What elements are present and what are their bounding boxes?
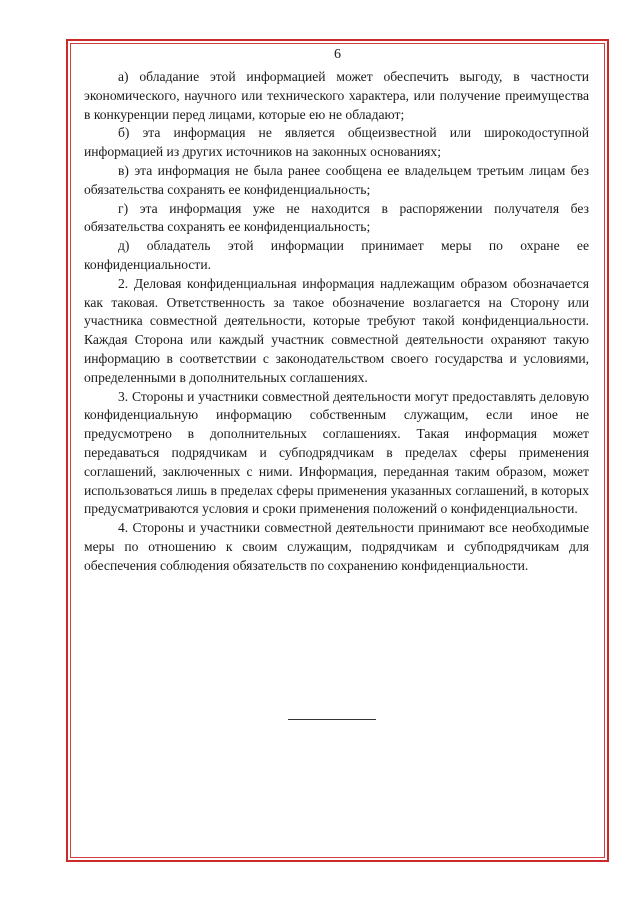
clause-c: в) эта информация не была ранее сообщена ее владельцем третьим лицам без обязательства сохранять ее конфиденциальность; bbox=[84, 162, 589, 197]
clause-b: б) эта информация не является общеизвестной или широкодоступной информацией из других источников на законных основаниях; bbox=[84, 125, 589, 160]
document-body bbox=[84, 68, 589, 576]
paragraph-2: 2. Деловая конфиденциальная информация надлежащим образом обозначается как таковая. Ответственность за такое обозначение возлагается на Сторону или участника совместной деятельности, которые требуют такой конфиденциальности. Каждая Сторона или каждый участник совместной деятельности охраняют такую информацию в соответствии с законодательством своего государства и условиями, определенными в дополнительных соглашениях. bbox=[84, 275, 589, 385]
end-separator-line bbox=[288, 719, 376, 720]
clause-a: а) обладание этой информацией может обеспечить выгоду, в частности экономического, научного или технического характера, или получение преимущества в конкуренции перед лицами, которые ею не обладают; bbox=[84, 69, 589, 122]
page-number: 6 bbox=[334, 47, 341, 62]
paragraph-3: 3. Стороны и участники совместной деятельности могут предоставлять деловую конфиденциальную информацию собственным служащим, если иное не предусмотрено в дополнительных соглашениях. Такая информация может передаваться подрядчикам и субподрядчикам в пределах сферы применения соглашений, заключенных с ними. Информация, переданная таким образом, может использоваться лишь в пределах сферы применения указанных соглашений, в которых предусматриваются условия и сроки применения положений о конфиденциальности. bbox=[84, 388, 589, 517]
clause-e: д) обладатель этой информации принимает меры по охране ее конфиденциальности. bbox=[84, 238, 589, 272]
clause-d: г) эта информация уже не находится в распоряжении получателя без обязательства сохранять ее конфиденциальность; bbox=[84, 200, 589, 235]
paragraph-4: 4. Стороны и участники совместной деятельности принимают все необходимые меры по отношению к своим служащим, подрядчикам и субподрядчикам для обеспечения соблюдения обязательств по сохранению конфиденциальности. bbox=[84, 520, 589, 573]
